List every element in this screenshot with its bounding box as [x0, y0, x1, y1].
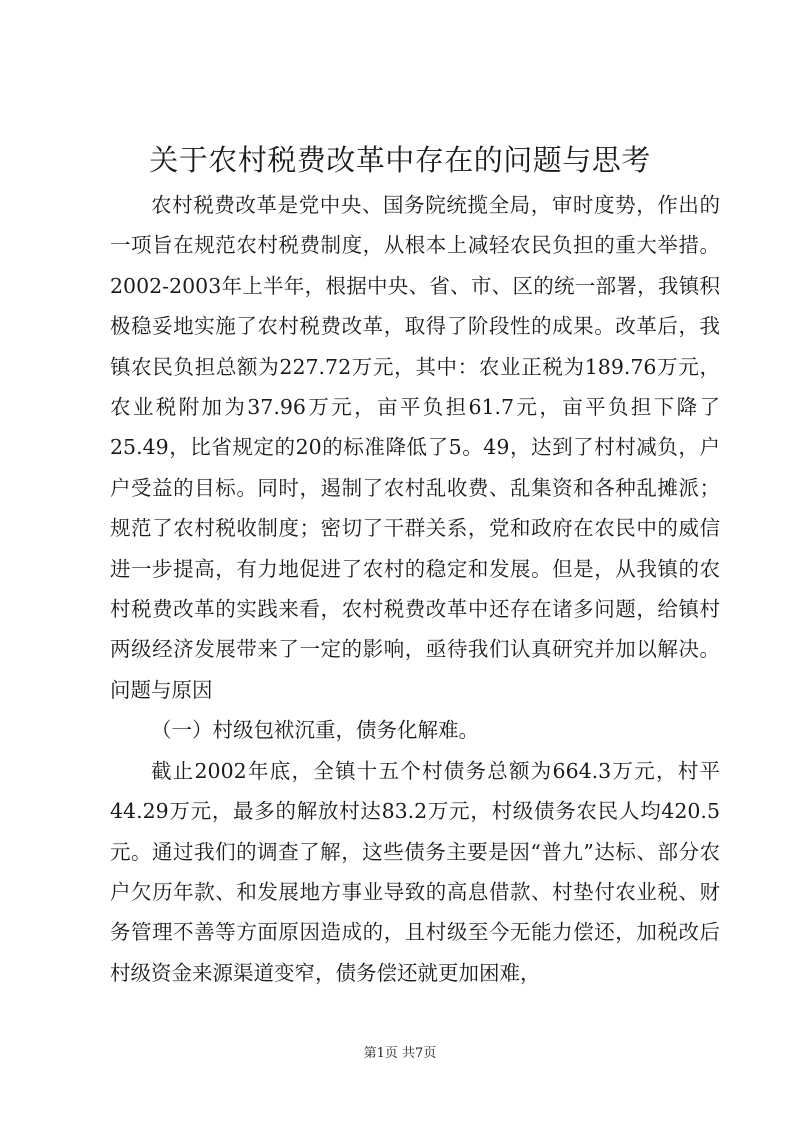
document-body	[110, 185, 720, 993]
paragraph-section-heading: （一）村级包袱沉重，债务化解难。	[151, 718, 479, 743]
paragraph-debt: 截止2002年底，全镇十五个村债务总额为664.3万元，村平44.29万元，最多的解放村达83.2万元，村级债务农民人均420.5元。通过我们的调查了解，这些债务主要是因“普九”达标、部分农户欠历年款、和发展地方事业导致的高息借款、村垫付农业税、财务管理不善等方面原因造成的，且村级至今无能力偿还，加税改后村级资金来源渠道变窄，债务偿还就更加困难，	[110, 758, 720, 985]
document-title: 关于农村税费改革中存在的问题与思考	[149, 143, 651, 177]
paragraph-intro: 农村税费改革是党中央、国务院统揽全局，审时度势，作出的一项旨在规范农村税费制度，从根本上减轻农民负担的重大举措。2002-2003年上半年，根据中央、省、市、区的统一部署，我镇积极稳妥地实施了农村税费改革，取得了阶段性的成果。改革后，我镇农民负担总额为227.72万元，其中：农业正税为189.76万元，农业税附加为37.96万元，亩平负担61.7元，亩平负担下降了25.49，比省规定的20的标准降低了5。49，达到了村村减负，户户受益的目标。同时，遏制了农村乱收费、乱集资和各种乱摊派；规范了农村税收制度；密切了干群关系，党和政府在农民中的威信进一步提高，有力地促进了农村的稳定和发展。但是，从我镇的农村税费改革的实践来看，农村税费改革中还存在诸多问题，给镇村两级经济发展带来了一定的影响，亟待我们认真研究并加以解决。问题与原因	[110, 193, 720, 702]
page-number-footer: 第1页 共7页	[363, 1046, 437, 1061]
